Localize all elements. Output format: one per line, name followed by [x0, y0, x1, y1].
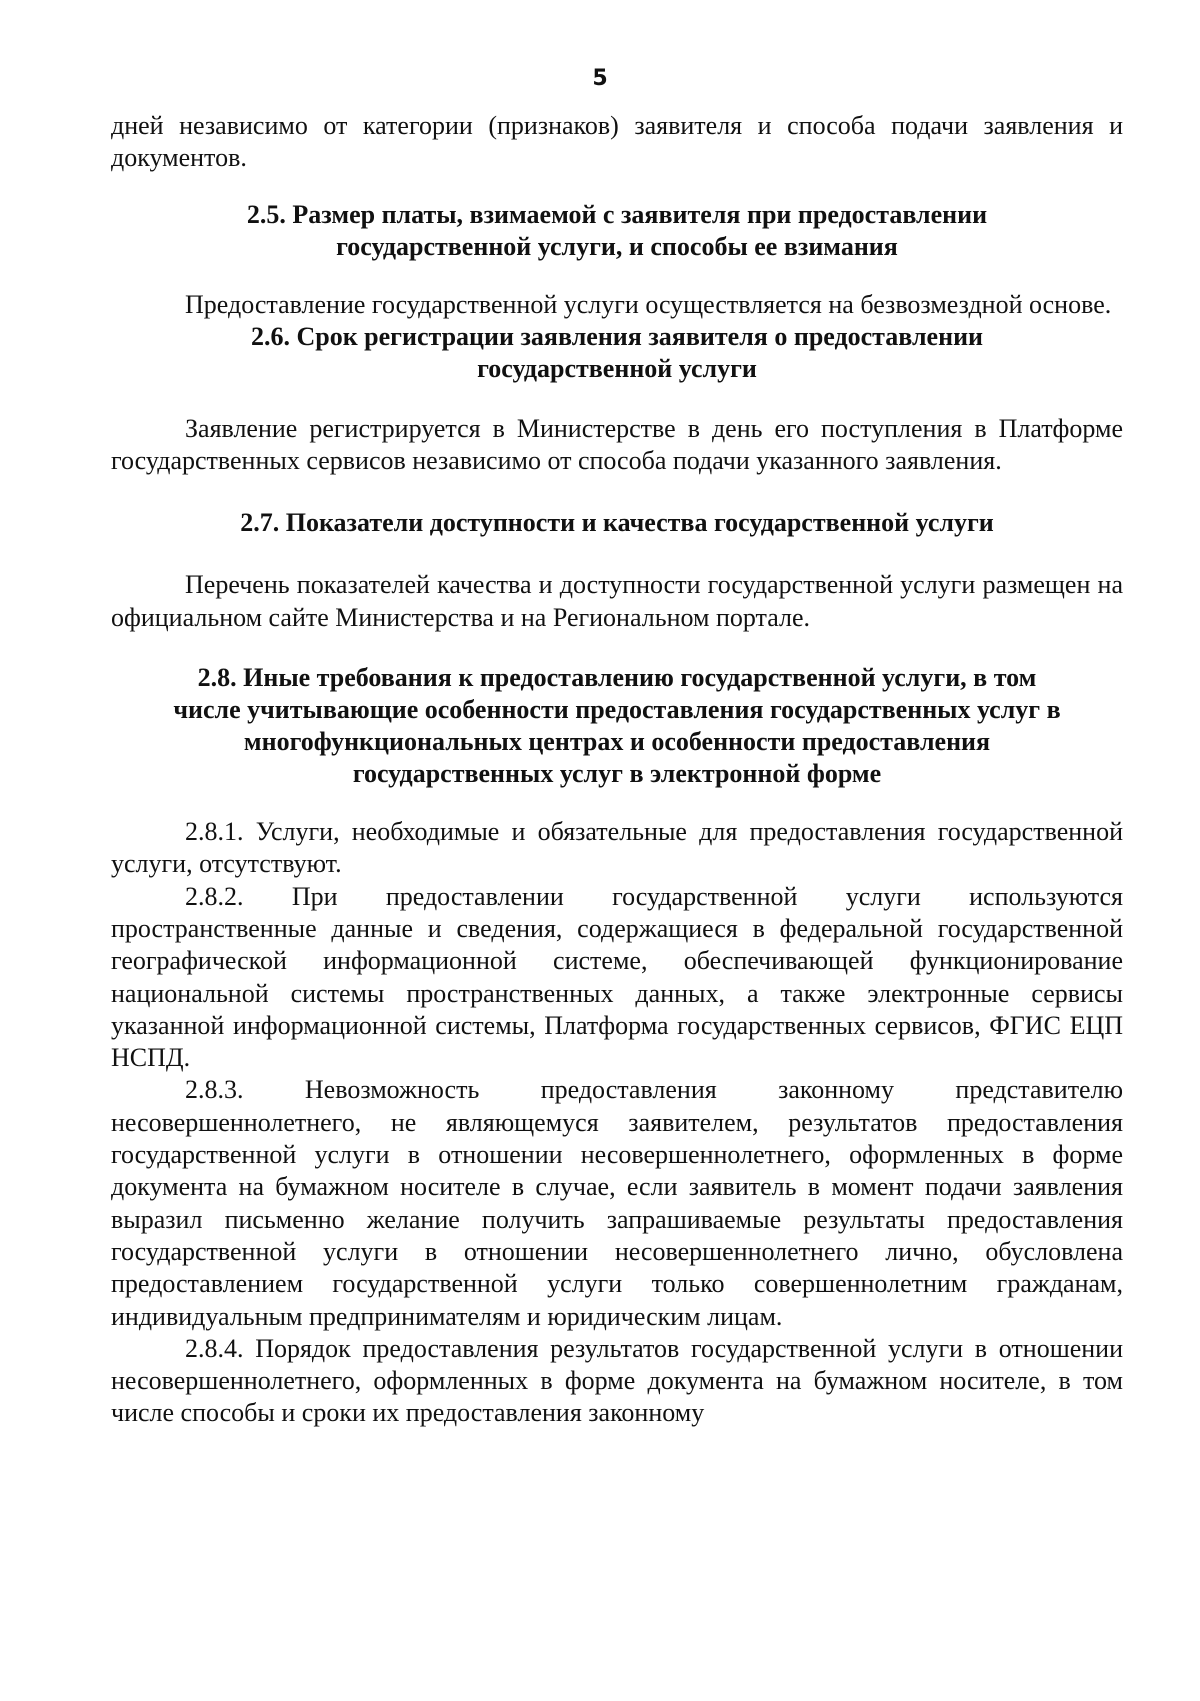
section-2-8-heading-line3: многофункциональных центрах и особенности предоставления	[243, 727, 991, 757]
section-2-8-heading-line1: 2.8. Иные требования к предоставлению государственной услуги, в том	[197, 663, 1037, 693]
paragraph-2-8-1: 2.8.1. Услуги, необходимые и обязательные для предоставления государственной услуги, отсутствуют.	[111, 817, 1123, 879]
section-2-6-heading-line2: государственной услуги	[477, 353, 757, 383]
paragraph-2-8-4: 2.8.4. Порядок предоставления результатов государственной услуги в отношении несовершеннолетнего, оформленных в форме документа на бумажном носителе, в том числе способы и сроки их предоставления законному	[111, 1333, 1123, 1428]
section-2-6-heading	[111, 321, 1123, 385]
document-body	[111, 110, 1123, 1430]
section-2-6-paragraph: Заявление регистрируется в Министерстве в день его поступления в Платформе государственных сервисов независимо от способа подачи указанного заявления.	[111, 413, 1123, 476]
intro-paragraph: дней независимо от категории (признаков) заявителя и способа подачи заявления и документов.	[111, 111, 1123, 173]
section-2-6-heading-line1: 2.6. Срок регистрации заявления заявителя о предоставлении	[250, 321, 984, 351]
section-2-8-heading-line4: государственных услуг в электронной форме	[352, 759, 882, 789]
section-2-5-heading-line1: 2.5. Размер платы, взимаемой с заявителя при предоставлении	[246, 199, 988, 229]
section-2-5-heading	[111, 199, 1123, 263]
section-2-7-paragraph: Перечень показателей качества и доступности государственной услуги размещен на официальном сайте Министерства и на Региональном портале.	[111, 570, 1123, 632]
section-2-8-heading-line2: числе учитывающие особенности предоставления государственных услуг в	[173, 695, 1061, 725]
section-2-5-paragraph: Предоставление государственной услуги осуществляется на безвозмездной основе.	[185, 289, 1112, 319]
section-2-7-heading: 2.7. Показатели доступности и качества государственной услуги	[240, 508, 994, 538]
page-number: 5	[592, 66, 608, 91]
paragraph-2-8-2: 2.8.2. При предоставлении государственной услуги используются пространственные данные и сведения, содержащиеся в федеральной государственной географической информационной системе, обеспечивающей функционирование национальной системы пространственных данных, а также электронные сервисы указанной информационной системы, Платформа государственных сервисов, ФГИС ЕЦП НСПД.	[111, 881, 1123, 1073]
paragraph-2-8-3: 2.8.3. Невозможность предоставления законному представителю несовершеннолетнего, не являющемуся заявителем, результатов предоставления государственной услуги в отношении несовершеннолетнего, оформленных в форме документа на бумажном носителе в случае, если заявитель в момент подачи заявления выразил письменно желание получить запрашиваемые результаты предоставления государственной услуги в отношении несовершеннолетнего лично, обусловлена предоставлением государственной услуги только совершеннолетним гражданам, индивидуальным предпринимателям и юридическим лицам.	[111, 1075, 1123, 1331]
section-2-8-heading	[111, 662, 1123, 790]
section-2-5-heading-line2: государственной услуги, и способы ее взимания	[336, 231, 898, 261]
